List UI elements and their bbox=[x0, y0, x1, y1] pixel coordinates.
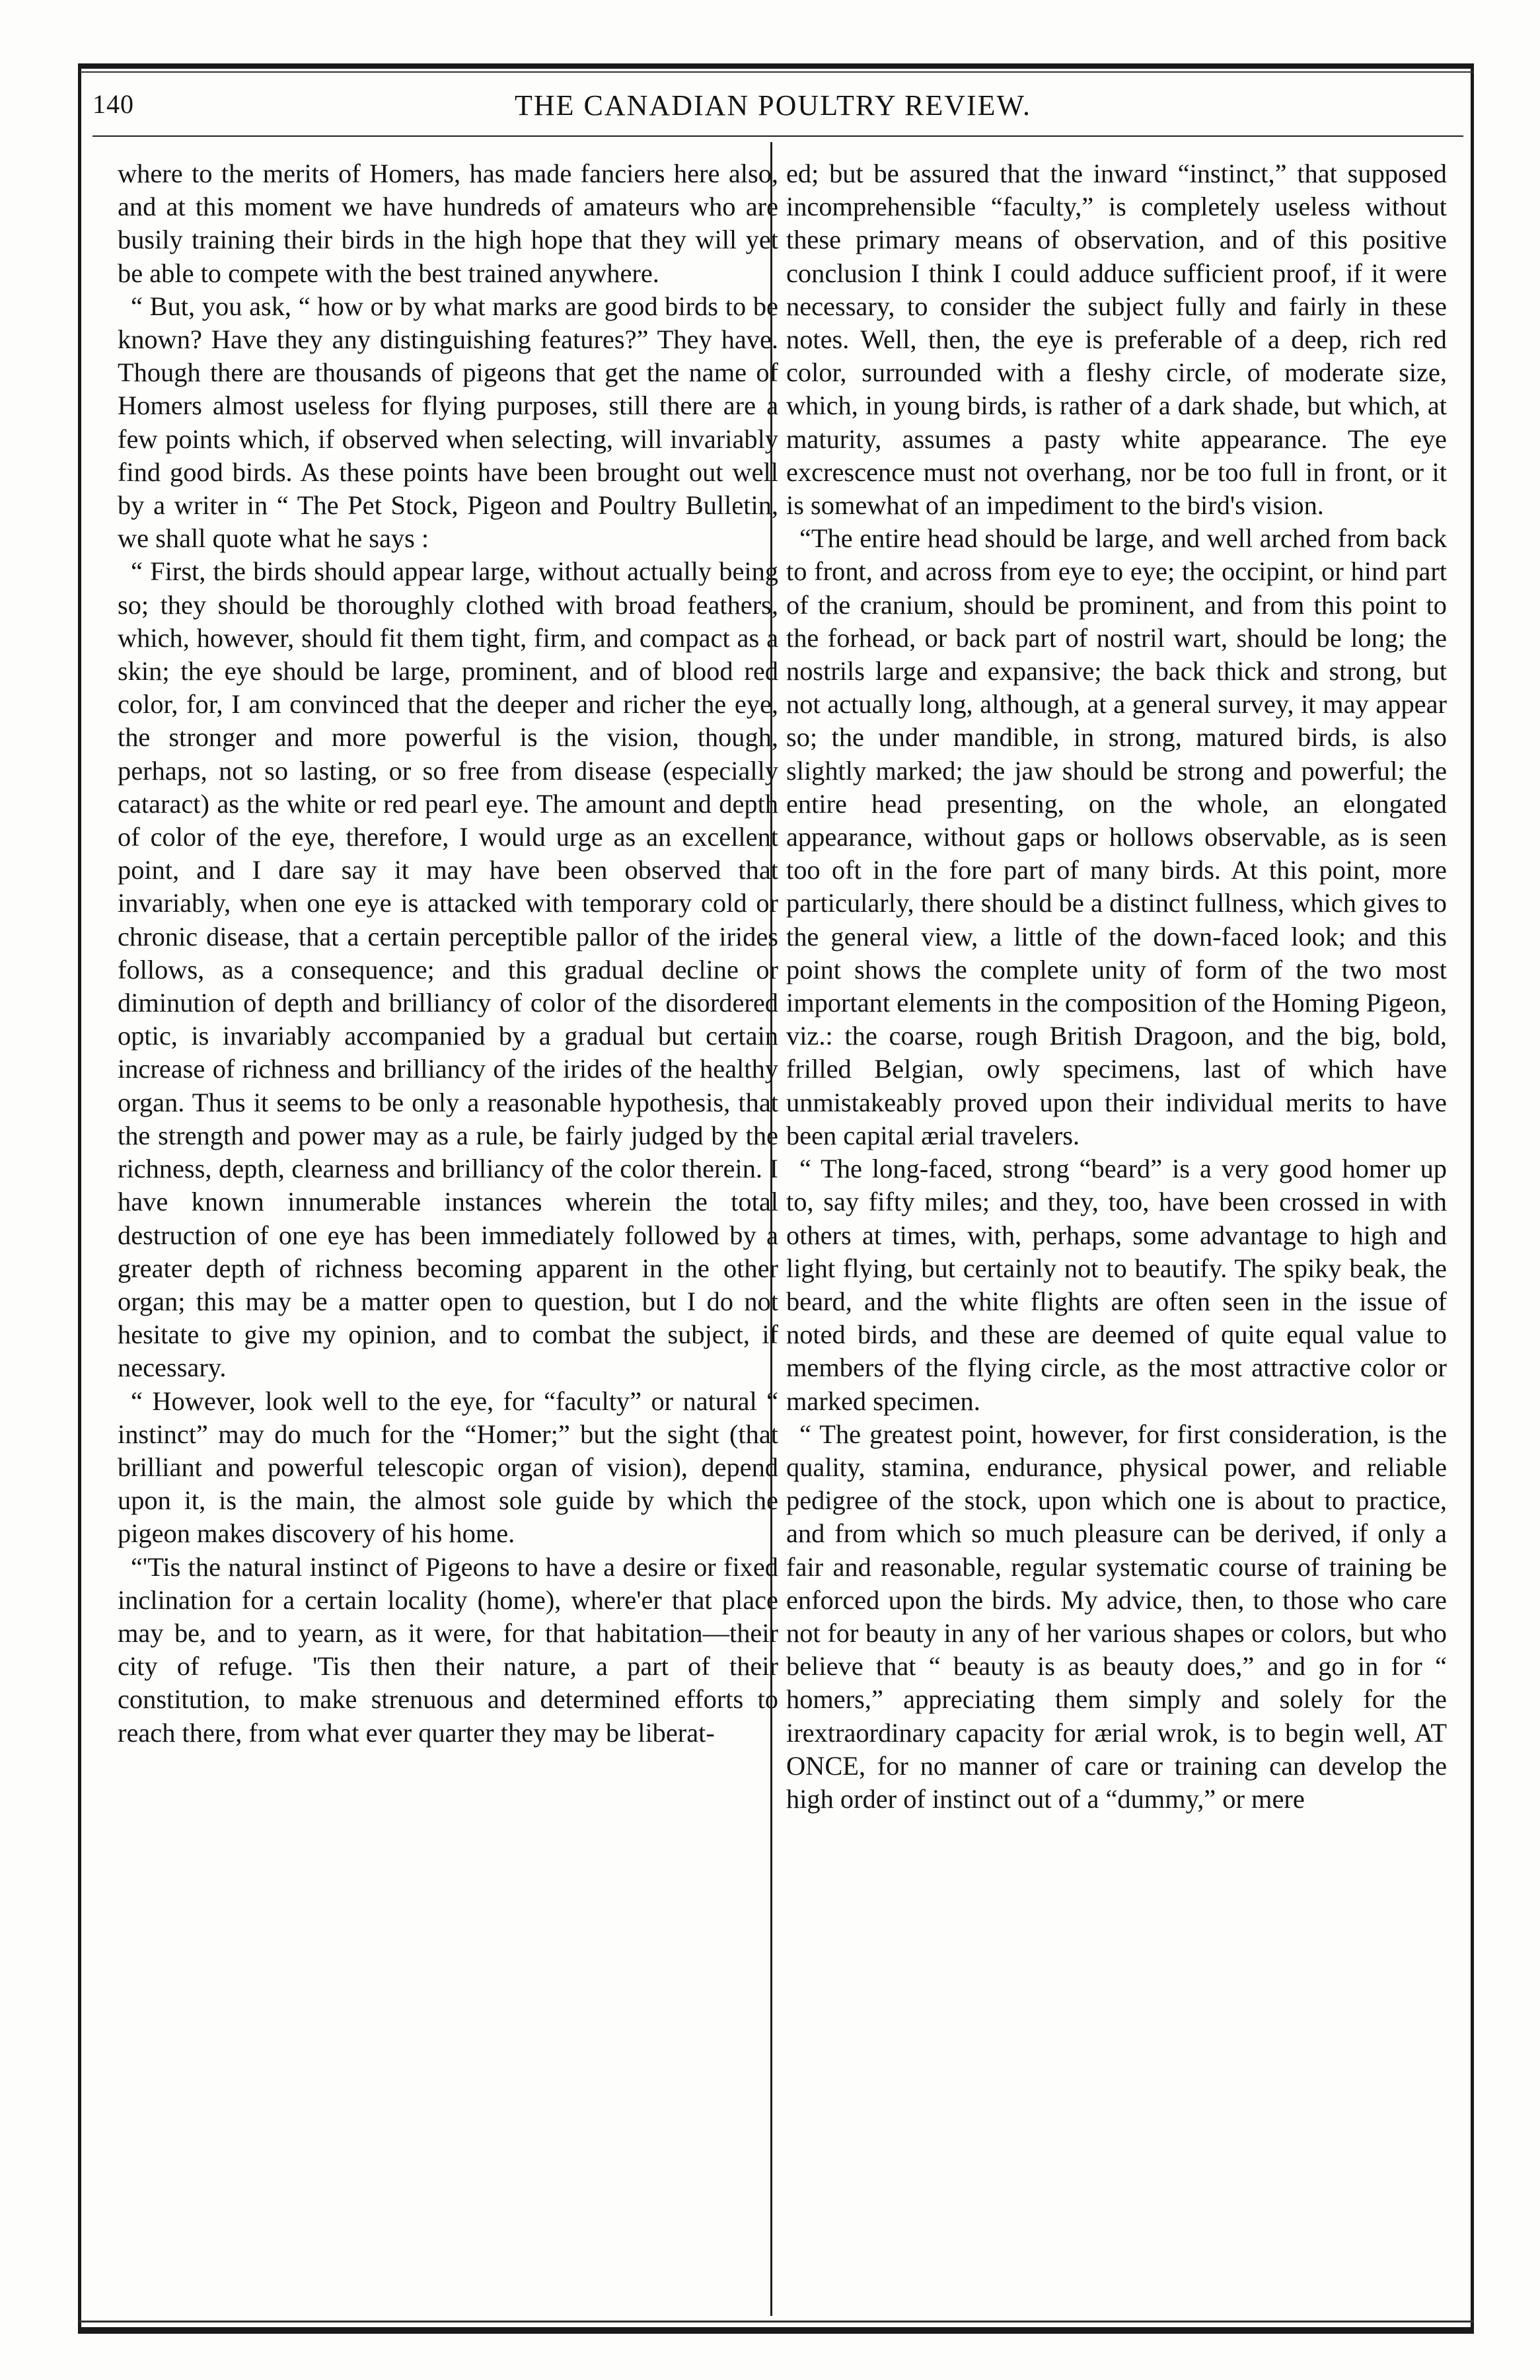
paragraph: where to the merits of Homers, has made fanciers here also, and at this moment we have hundreds of amateurs who are busily training their birds in the high hope that they will yet be able to compete with the best trained anywhere. bbox=[118, 159, 778, 288]
paragraph: “ The long-faced, strong “beard” is a very good homer up to, say fifty miles; and they, too, have been crossed in with others at times, with, perhaps, some advantage to high and light flying, but certainly not to beautify. The spiky beak, the beard, and the white flights are often seen in the issue of noted birds, and these are deemed of quite equal value to members of the flying circle, as the most attractive color or marked specimen. bbox=[786, 1154, 1447, 1416]
page-number: 140 bbox=[92, 89, 134, 119]
page-header bbox=[92, 86, 1453, 132]
left-column bbox=[118, 157, 778, 1750]
paragraph: “ The greatest point, however, for first consideration, is the quality, stamina, endurance, physical power, and reliable pedigree of the stock, upon which one is about to practice, and from which so much pleasure can be derived, if only a fair and reasonable, regular systematic course of training be enforced upon the birds. My advice, then, to those who care not for beauty in any of her various shapes or colors, but who believe that “ beauty is as beauty does,” and go in for “ homers,” appreciating them simply and solely for the irextraordinary capacity for ærial wrok, is to begin well, AT ONCE, for no manner of care or training can develop the high order of instinct out of a “dummy,” or mere bbox=[786, 1419, 1447, 1814]
paragraph: “'Tis the natural instinct of Pigeons to have a desire or fixed inclination for a certain locality (home), where'er that place may be, and to yearn, as it were, for that habitation—their city of refuge. 'Tis then their nature, a part of their constitution, to make strenuous and determined efforts to reach there, from what ever quarter they may be liberat- bbox=[118, 1551, 778, 1748]
bottom-rule-thin bbox=[79, 2321, 1473, 2323]
paragraph: “ However, look well to the eye, for “faculty” or natural “ instinct” may do much for the “Homer;” but the sight (that brilliant and powerful telescopic organ of vision), depend upon it, is the main, the almost sole guide by which the pigeon makes discovery of his home. bbox=[118, 1386, 778, 1549]
paragraph: “The entire head should be large, and well arched from back to front, and across from eye to eye; the occipint, or hind part of the cranium, should be prominent, and from this point to the forhead, or back part of nostril wart, should be long; the nostrils large and expansive; the back thick and strong, but not actually long, although, at a general survey, it may appear so; the under mandible, in strong, matured birds, is also slightly marked; the jaw should be strong and powerful; the entire head presenting, on the whole, an elongated appearance, without gaps or hollows observable, as is seen too oft in the fore part of many birds. At this point, more particularly, there should be a distinct fullness, which gives to the general view, a little of the down-faced look; and this point shows the complete unity of form of the two most important elements in the composition of the Homing Pigeon, viz.: the coarse, rough British Dragoon, and the big, bold, frilled Belgian, owly specimens, last of which have unmistakeably proved upon their individual merits to have been capital ærial travelers. bbox=[786, 523, 1447, 1150]
page-border-right bbox=[1471, 63, 1474, 2334]
bottom-rule bbox=[79, 2327, 1473, 2334]
paragraph: “ First, the birds should appear large, without actually being so; they should be thoroughly clothed with broad feathers, which, however, should fit them tight, firm, and compact as a skin; the eye should be large, prominent, and of blood red color, for, I am convinced that the deeper and richer the eye, the stronger and more powerful is the vision, though, perhaps, not so lasting, or so free from disease (especially cataract) as the white or red pearl eye. The amount and depth of color of the eye, therefore, I would urge as an excellent point, and I dare say it may have been observed that invariably, when one eye is attacked with temporary cold or chronic disease, that a certain perceptible pallor of the irides follows, as a consequence; and this gradual decline or diminution of depth and brilliancy of color of the disordered optic, is invariably accompanied by a gradual but certain increase of richness and brilliancy of the irides of the healthy organ. Thus it seems to be only a reasonable hypothesis, that the strength and power may as a rule, be fairly judged by the richness, depth, clearness and brilliancy of the color therein. I have known innumerable instances wherein the total destruction of one eye has been immediately followed by a greater depth of richness becoming apparent in the other organ; this may be a matter open to question, but I do not hesitate to give my opinion, and to combat the subject, if necessary. bbox=[118, 556, 778, 1383]
header-rule bbox=[92, 135, 1463, 137]
journal-title: THE CANADIAN POULTRY REVIEW. bbox=[515, 89, 1031, 122]
paragraph: ed; but be assured that the inward “instinct,” that supposed incomprehensible “faculty,” is completely useless without these primary means of observation, and of this positive conclusion I think I could adduce sufficient proof, if it were necessary, to consider the subject fully and fairly in these notes. Well, then, the eye is preferable of a deep, rich red color, surrounded with a fleshy circle, of moderate size, which, in young birds, is rather of a dark shade, but which, at maturity, assumes a pasty white appearance. The eye excrescence must not overhang, nor be too full in front, or it is somewhat of an impediment to the bird's vision. bbox=[786, 159, 1447, 521]
paragraph: “ But, you ask, “ how or by what marks are good birds to be known? Have they any distinguishing features?” They have. Though there are thousands of pigeons that get the name of Homers almost useless for flying purposes, still there are a few points which, if observed when selecting, will invariably find good birds. As these points have been brought out well by a writer in “ The Pet Stock, Pigeon and Poultry Bulletin, we shall quote what he says : bbox=[118, 291, 778, 554]
page-border-left bbox=[78, 63, 81, 2334]
top-rule-thin bbox=[79, 71, 1473, 73]
top-rule bbox=[79, 63, 1473, 69]
right-column bbox=[786, 157, 1447, 1816]
